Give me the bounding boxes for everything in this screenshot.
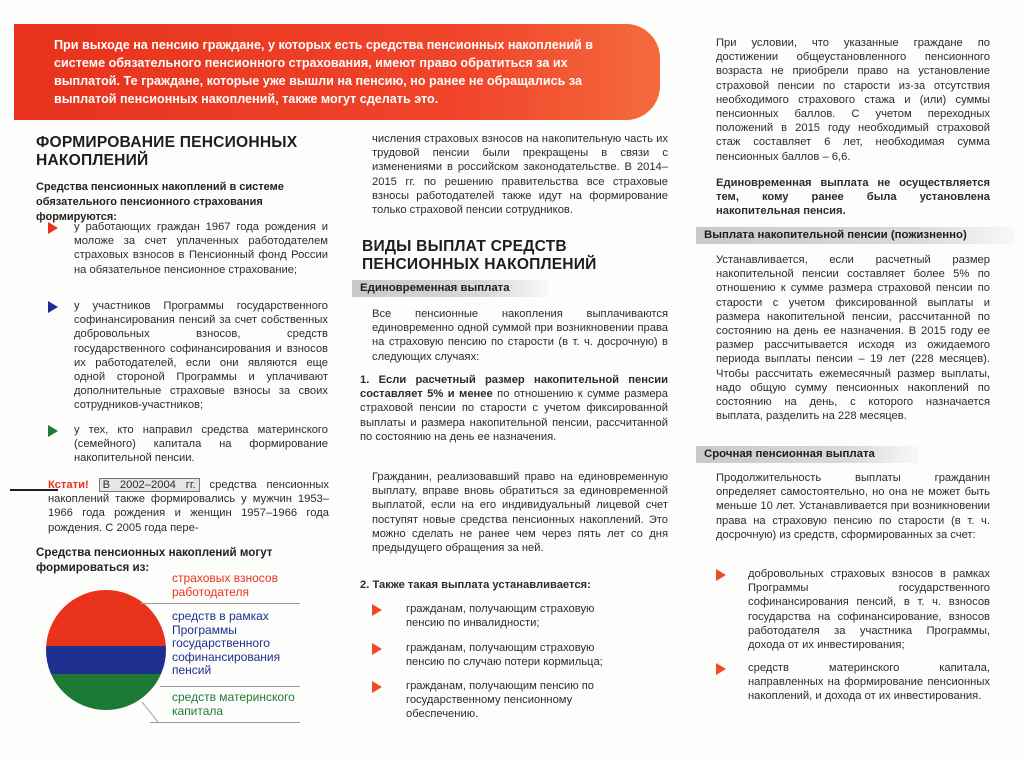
subheading-lifelong: Выплата накопительной пенсии (пожизненно) <box>696 227 1014 244</box>
lifelong-text: Устанавливается, если расчетный размер накопительной пенсии составляет более 5% по отношению к сумме размера страховой пенсии по старости с учетом фиксированной выплаты и размера накопительной пенсии, рассчитанной по состоянию на день ее назначения. В 2015 году ее размер рассчитывается исходя из ожидаемого периода выплаты пенсии – 19 лет (228 месяцев). Чтобы рассчитать ежемесячный размер выплаты, надо общую сумму пенсионных накоплений по состоянию на день, с которого назначается выплата, разделить на 228 месяцев. <box>716 254 990 423</box>
bullet-icon <box>48 301 58 313</box>
legend-divider <box>150 722 300 723</box>
list-item: средств материнского капитала, направленных на формирование пенсионных накоплений, и дохода от их инвестирования. <box>716 661 990 704</box>
intro-banner <box>14 24 660 120</box>
lump-point-1-bold: 1. Если расчетный размер накопительной пенсии составляет 5% и менее <box>360 374 668 401</box>
list-item: гражданам, получающим страховую пенсию по случаю потери кормильца; <box>372 641 668 669</box>
bullet-icon <box>372 643 382 655</box>
heading-formation: ФОРМИРОВАНИЕ ПЕНСИОННЫХ НАКОПЛЕНИЙ <box>36 134 298 169</box>
list-item: добровольных страховых взносов в рамках Программы государственного софинансирования пенсий, в т. ч. взносов государства на софинансирование, взносов работодателя за участника Программы, дохода от их инвестирования; <box>716 567 990 652</box>
bullet-icon <box>716 569 726 581</box>
col3-intro: При условии, что указанные граждане по достижении общеустановленного пенсионного возраста не приобрели право на установление страховой пенсии по старости из-за отсутствия необходимого страхового стажа и (или) суммы пенсионных баллов. С учетом переходных положений в 2015 году необходимый страховой стаж составляет 6 лет, необходимая сумма пенсионных баллов – 6,6. <box>716 37 990 163</box>
formation-continuation: числения страховых взносов на накопительную часть их трудовой пенсии были прекращены в связи с изменениями в российском законодательстве. В 2014–2015 гг. по решению правительства все страховые взносы работодателей также идут на формирование только страховой пенсии сотрудников. <box>372 133 668 217</box>
urgent-text: Продолжительность выплаты гражданин определяет самостоятельно, но она не может быть меньше 10 лет. Устанавливается при возникновении права на страховую пенсию по старости (в т. ч. досрочную) из средств, сформированных за счет: <box>716 472 990 541</box>
subheading-urgent: Срочная пенсионная выплата <box>696 446 918 463</box>
bullet-icon <box>716 663 726 675</box>
segment-employer <box>44 588 168 646</box>
lump-intro: Все пенсионные накопления выплачиваются единовременно одной суммой при возникновении права на страховую пенсию по старости (в т. ч. досрочную) в следующих случаях: <box>372 308 668 363</box>
legend-divider <box>160 686 300 687</box>
lump-repeat: Гражданин, реализовавший право на единовременную выплату, вправе вновь обратиться за единовременной выплатой, если на его индивидуальный лицевой счет поступят новые средства пенсионных накоплений. Это можно сделать не ранее чем через пять лет со дня предыдущего обращения за ней. <box>372 471 668 555</box>
legend-maternal: средств материнского капитала <box>172 690 295 718</box>
sources-heading: Средства пенсионных накоплений могут формироваться из: <box>36 546 273 574</box>
subheading-lump-sum: Единовременная выплата <box>352 280 548 297</box>
legend-employer: страховых взносов работодателя <box>172 571 278 599</box>
bullet-icon <box>372 604 382 616</box>
list-item: гражданам, получающим пенсию по государственному пенсионному обеспечению. <box>372 679 668 722</box>
list-item: гражданам, получающим страховую пенсию по инвалидности; <box>372 602 668 630</box>
bullet-icon <box>48 222 58 234</box>
segment-program <box>44 646 168 674</box>
lump-point-1-rest: по отношению к сумме размера страховой пенсии по старости с учетом фиксированной выплаты и размера накопительной пенсии, рассчитанной по состоянию на день ее назначения. <box>360 388 668 443</box>
heading-payment-types: ВИДЫ ВЫПЛАТ СРЕДСТВ ПЕНСИОННЫХ НАКОПЛЕНИЙ <box>362 238 597 273</box>
kstati-label: Кстати! <box>48 479 89 491</box>
bullet-icon <box>48 425 58 437</box>
bullet-icon <box>372 681 382 693</box>
kstati-years: В 2002–2004 гг. <box>99 478 200 492</box>
sources-circle <box>44 588 168 712</box>
list-item: у участников Программы государственного софинансирования пенсий за счет собственных добровольных взносов, средств государственного софинансирования и взносов их работодателей, если они являются еще одной стороной Программы и уплачивают дополнительные страховые взносы за своих сотрудников-участников; <box>48 299 328 413</box>
legend-pointer <box>140 700 170 724</box>
list-item: у работающих граждан 1967 года рождения и моложе за счет уплаченных работодателем страховых взносов в Пенсионный фонд России на обязательное пенсионное страхование; <box>48 220 328 277</box>
kstati-note <box>48 478 329 535</box>
banner-text: При выходе на пенсию граждане, у которых есть средства пенсионных накоплений в системе обязательного пенсионного страхования, имеют право обратиться за их выплатой. Те граждане, которые уже вышли на пенсию, но ранее не обращались за выплатой пенсионных накоплений, также могут сделать это. <box>54 38 594 106</box>
lump-point-1 <box>360 373 668 444</box>
list-item: у тех, кто направил средства материнского (семейного) капитала на формирование накопительной пенсии. <box>48 423 328 466</box>
legend-program: средств в рамках Программы государственного софинансирования пенсий <box>172 609 281 677</box>
lump-point-2: 2. Также такая выплата устанавливается: <box>360 579 591 591</box>
lump-exclusion-note: Единовременная выплата не осуществляется тем, кому ранее была установлена накопительная пенсия. <box>716 177 990 218</box>
kstati-text: средства пенсионных накоплений также формировались у мужчин 1953–1966 года рождения и женщин 1957–1966 года рождения. С 2005 года пере- <box>48 479 330 534</box>
legend-divider <box>140 603 300 604</box>
formation-lead: Средства пенсионных накоплений в системе обязательного пенсионного страхования формируются: <box>36 181 284 223</box>
